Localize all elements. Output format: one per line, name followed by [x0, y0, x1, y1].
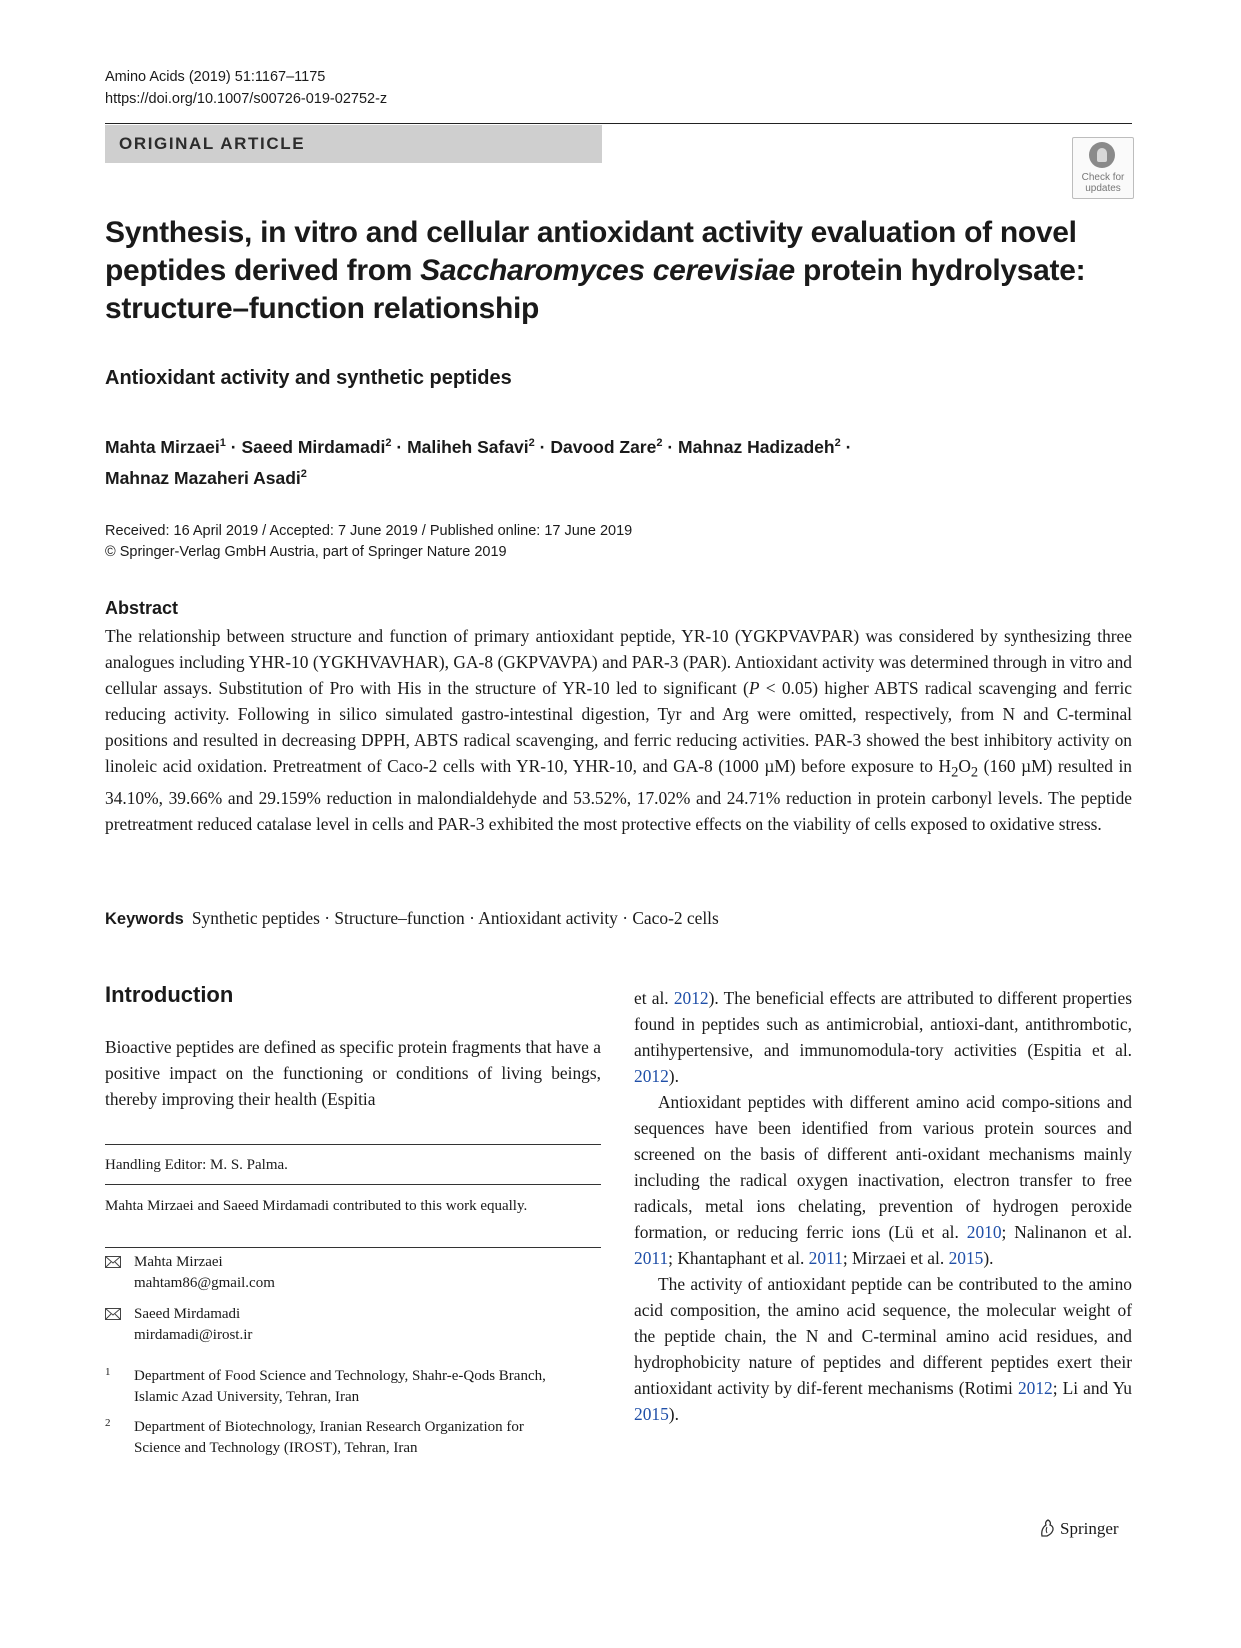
- affiliation-number: 1: [105, 1366, 111, 1378]
- citation-link[interactable]: 2015: [634, 1404, 669, 1424]
- corresponding-author-2: Saeed Mirdamadi mirdamadi@irost.ir: [134, 1304, 574, 1346]
- article-type-label: ORIGINAL ARTICLE: [119, 134, 306, 153]
- envelope-icon: [105, 1308, 121, 1325]
- copyright: © Springer-Verlag GmbH Austria, part of Springer Nature 2019: [105, 544, 507, 560]
- footnote-rule: [105, 1247, 601, 1248]
- author[interactable]: Maliheh Safavi$^2$: [407, 437, 535, 457]
- citation-link[interactable]: 2010: [966, 1222, 1002, 1242]
- intro-left-column: Bioactive peptides are defined as specific protein fragments that have a positive impact on the functioning or conditions of living beings, thereby improving their health (Espitia: [105, 1037, 601, 1109]
- author[interactable]: Mahnaz Mazaheri Asadi$^2$: [105, 468, 307, 488]
- keywords: [105, 905, 719, 932]
- author[interactable]: Mahta Mirzaei$^1$: [105, 437, 226, 457]
- footnote-rule: [105, 1144, 601, 1145]
- publisher-footer: [1038, 1518, 1119, 1539]
- author-email[interactable]: mahtam86@gmail.com: [134, 1275, 275, 1291]
- check-updates-icon: [1089, 142, 1115, 168]
- springer-horse-icon: [1038, 1518, 1056, 1538]
- check-for-updates-badge[interactable]: [1072, 137, 1134, 199]
- article-type-banner: [105, 125, 602, 163]
- author[interactable]: Saeed Mirdamadi$^2$: [241, 437, 392, 457]
- affiliation-number: 2: [105, 1417, 111, 1429]
- citation-link[interactable]: 2012: [634, 1066, 669, 1086]
- author[interactable]: Mahnaz Hadizadeh$^2$: [678, 437, 841, 457]
- keywords-list: Synthetic peptides · Structure–function · Antioxidant activity · Caco-2 cells: [191, 908, 719, 928]
- paragraph: The activity of antioxidant peptide can be contributed to the amino acid composition, the amino acid sequence, the molecular weight of the peptide chain, the N and C-terminal amino acid residues, and hydrophobicity nature of peptides and different peptides exert their antioxidant activity by dif-ferent mechanisms (Rotimi 2012; Li and Yu 2015).: [634, 1274, 1132, 1424]
- journal-citation: Amino Acids (2019) 51:1167–1175: [105, 69, 326, 85]
- author[interactable]: Davood Zare$^2$: [550, 437, 663, 457]
- paragraph: et al. 2012). The beneficial effects are attributed to different properties found in peptides such as antimicrobial, antioxi-dant, antithrombotic, antihypertensive, and immunomodula-tory activities (Espitia et al. 2012).: [634, 988, 1132, 1086]
- header-rule: [105, 123, 1132, 124]
- keywords-label: Keywords: [105, 910, 184, 928]
- doi-link[interactable]: https://doi.org/10.1007/s00726-019-02752-z: [105, 91, 388, 107]
- introduction-heading: Introduction: [105, 982, 234, 1007]
- badge-text: Check for updates: [1081, 172, 1125, 194]
- citation-link[interactable]: 2012: [673, 988, 709, 1008]
- affiliation-2: Department of Biotechnology, Iranian Research Organization for Science and Technology (IROST), Tehran, Iran: [134, 1419, 524, 1456]
- publisher-name: Springer: [1060, 1519, 1119, 1538]
- envelope-icon: [105, 1256, 121, 1273]
- abstract-text: The relationship between structure and function of primary antioxidant peptide, YR-10 (YGKPVAVPAR) was considered by synthesizing three analogues including YHR-10 (YGKHVAVHAR), GA-8 (GKPVAVPA) and PAR-3 (PAR). Antioxidant activity was determined through in vitro and cellular assays. Substitution of Pro with His in the structure of YR-10 led to significant (P < 0.05) higher ABTS radical scavenging and ferric reducing activity. Following in silico simulated gastro-intestinal digestion, Tyr and Arg were omitted, respectively, from N and C-terminal positions and resulted in decreasing DPPH, ABTS radical scavenging, and ferric reducing activities. PAR-3 showed the best inhibitory activity on linoleic acid oxidation. Pretreatment of Caco-2 cells with YR-10, YHR-10, and GA-8 (1000 µM) before exposure to $H_2O_2$ (160 µM) resulted in 34.10%, 39.66% and 29.159% reduction in malondialdehyde and 53.52%, 17.02% and 24.71% reduction in protein carbonyl levels. The peptide pretreatment reduced catalase level in cells and PAR-3 exhibited the most protective effects on the viability of cells exposed to oxidative stress.: [105, 626, 1133, 835]
- citation-link[interactable]: 2012: [1017, 1378, 1053, 1398]
- equal-contribution-note: Mahta Mirzaei and Saeed Mirdamadi contributed to this work equally.: [105, 1198, 528, 1214]
- affiliation-1: Department of Food Science and Technology, Shahr-e-Qods Branch, Islamic Azad University, Tehran, Iran: [134, 1368, 546, 1405]
- journal-header: [105, 66, 387, 110]
- abstract-heading: Abstract: [105, 598, 179, 618]
- publication-dates: Received: 16 April 2019 / Accepted: 7 June 2019 / Published online: 17 June 2019 © Springer-Verlag GmbH Austria, part of Springer Nature 2019: [105, 521, 632, 563]
- paper-title: Synthesis, in vitro and cellular antioxidant activity evaluation of novel peptides derived from Saccharomyces cerevisiae protein hydrolysate: structure–function relationship: [105, 216, 1086, 325]
- intro-right-column: [634, 985, 1132, 1427]
- citation-link[interactable]: 2015: [948, 1248, 984, 1268]
- paper-subtitle: Antioxidant activity and synthetic peptides: [105, 367, 512, 389]
- handling-editor-note: Handling Editor: M. S. Palma.: [105, 1157, 288, 1173]
- author-email[interactable]: mirdamadi@irost.ir: [134, 1327, 253, 1343]
- paragraph: Antioxidant peptides with different amino acid compo-sitions and sequences have been identified from various protein sources and screened on the basis of different anti-oxidant mechanisms mainly including the radical oxygen inactivation, electron transfer to free radicals, metal ions chelating, prevention of hydrogen peroxide formation, or reducing ferric ions (Lü et al. 2010; Nalinanon et al. 2011; Khantaphant et al. 2011; Mirzaei et al. 2015).: [634, 1092, 1132, 1268]
- citation-link[interactable]: 2011: [634, 1248, 669, 1268]
- species-name: Saccharomyces cerevisiae: [420, 254, 795, 287]
- corresponding-author-1: Mahta Mirzaei mahtam86@gmail.com: [134, 1252, 574, 1294]
- citation-link[interactable]: 2011: [808, 1248, 843, 1268]
- footnote-rule: [105, 1184, 601, 1185]
- author-list: Mahta Mirzaei$^1$ · Saeed Mirdamadi$^2$ · Maliheh Safavi$^2$ · Davood Zare$^2$ · Mahnaz Hadizadeh$^2$ · Mahnaz Mazaheri Asadi$^2$: [105, 437, 852, 488]
